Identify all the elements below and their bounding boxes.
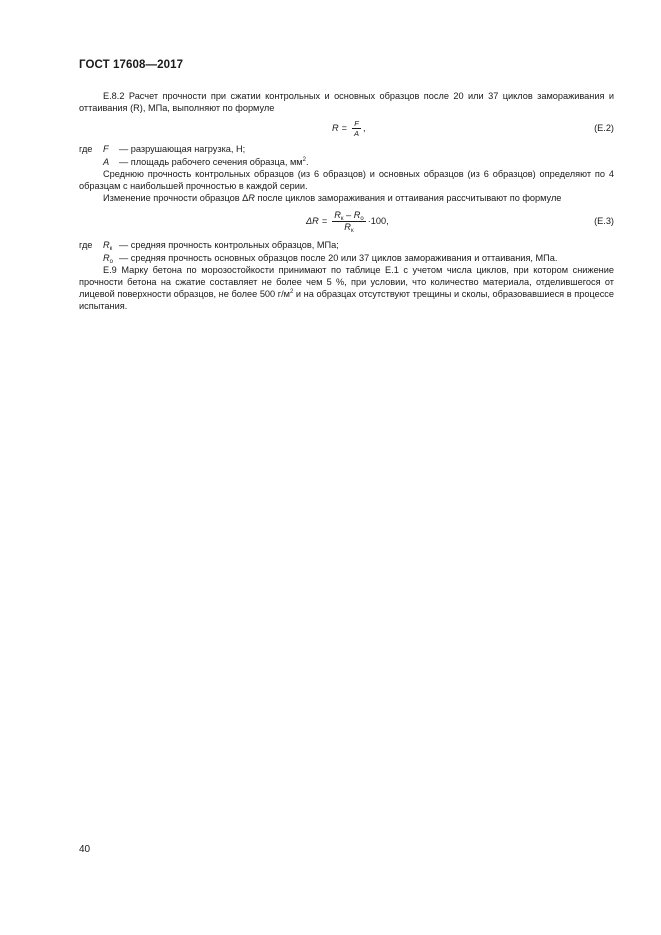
where-item-f — [79, 143, 614, 155]
where-text-a-sup: 2 — [302, 156, 306, 163]
where-item-rk — [79, 239, 614, 251]
formula-e3-expression — [306, 205, 389, 237]
standard-header: ГОСТ 17608—2017 — [79, 59, 184, 71]
formula-e2-expression — [332, 115, 366, 141]
formula-e2-number: (Е.2) — [594, 123, 614, 134]
formula-e2-lhs: R — [332, 123, 339, 134]
paragraph-average-strength: Среднюю прочность контрольных образцов (из 6 образцов) и основных образцов (из 6 образцов) определяют по 4 образцам с наибольшей прочностью в каждой серии. — [79, 168, 614, 192]
formula-e3-lhs: ΔR — [306, 216, 319, 227]
where-symbol-a: A — [103, 156, 110, 167]
formula-e2-fraction — [352, 119, 361, 138]
where-symbol-rk: $R_к$ — [103, 240, 113, 253]
formula-e3-fraction — [332, 210, 366, 233]
paragraph-strength-change: Изменение прочности образцов ΔR после циклов замораживания и оттаивания рассчитывают по формуле — [103, 193, 562, 204]
where-text-rk: — средняя прочность контрольных образцов, МПа; — [119, 240, 339, 251]
formula-e3-equals: = — [321, 216, 328, 227]
formula-e2-tail: , — [363, 123, 366, 134]
formula-e2-numerator: F — [354, 118, 359, 128]
page-number: 40 — [79, 844, 91, 855]
formula-e3-number: (Е.3) — [594, 216, 614, 227]
where-item-ro — [79, 252, 614, 264]
formula-e3-denominator: $R_к$ — [344, 221, 354, 234]
where-symbol-f: F — [103, 144, 109, 155]
formula-e3-numerator: $R_к - R_о$ — [334, 209, 364, 222]
where-text-a: — площадь рабочего сечения образца, $мм^2$. — [119, 156, 309, 167]
formula-e2-denominator: A — [354, 128, 360, 138]
paragraph-e9-sup: 2 — [289, 289, 294, 296]
where-item-a — [79, 156, 614, 168]
formula-e2 — [79, 115, 614, 141]
where-text-ro: — средняя прочность основных образцов после 20 или 37 циклов замораживания и оттаивания, МПа. — [119, 252, 558, 263]
paragraph-e8-2: Е.8.2 Расчет прочности при сжатии контрольных и основных образцов после 20 или 37 циклов замораживания и оттаивания (R), МПа, выполняют по формуле — [79, 91, 614, 114]
where-word: где — [79, 144, 93, 155]
formula-e3-tail: ·100, — [367, 216, 389, 227]
where-word-2: где — [79, 240, 93, 251]
where-text-f: — разрушающая нагрузка, Н; — [119, 144, 246, 155]
paragraph-strength-change-symbol: R — [248, 193, 255, 204]
document-body — [79, 90, 614, 313]
paragraph-e9: Е.9 Марку бетона по морозостойкости принимают по таблице Е.1 с учетом числа циклов, при котором снижение прочности бетона на сжатие составляет не более чем 5 %, при условии, что количество материала, отделившегося от лицевой поверхности образцов, не более 500 $г/м^2$ и на образцах отсутствуют трещины и сколы, образовавшиеся в процессе испытания. — [79, 264, 614, 312]
where-symbol-ro: $R_о$ — [103, 252, 113, 265]
formula-e2-equals: = — [341, 123, 348, 134]
formula-e3 — [79, 205, 614, 237]
